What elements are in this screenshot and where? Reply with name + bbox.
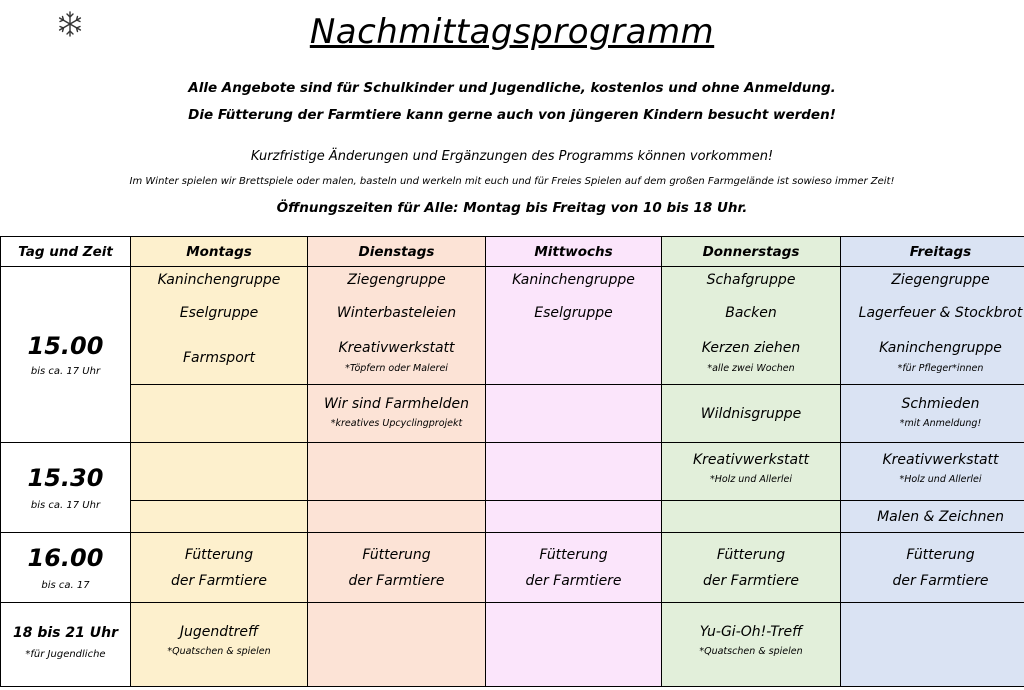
activity: Wildnisgruppe <box>700 405 802 422</box>
activity: Fütterung <box>716 546 786 563</box>
activity: Schmieden <box>901 396 980 412</box>
cell-fre-1600 <box>841 533 1024 603</box>
activity: Kaninchengruppe <box>512 272 635 288</box>
activity: Kreativwerkstatt <box>692 452 810 468</box>
cell-die-1500 <box>308 267 486 385</box>
cell-don-1530 <box>662 443 841 501</box>
activity: Ziegengruppe <box>347 272 446 288</box>
row-1530-a <box>1 443 1024 501</box>
opening-hours: Öffnungszeiten für Alle: Montag bis Freitag von 10 bis 18 Uhr. <box>276 200 748 216</box>
header-row <box>1 237 1024 267</box>
cell-don-1530-b <box>662 501 841 533</box>
activity: Kerzen ziehen <box>701 340 801 356</box>
info-line-4: Im Winter spielen wir Brettspiele oder malen, basteln und werkeln mit euch und für Freies Spielen auf dem großen Farmgelände ist sowieso immer Zeit! <box>129 176 895 187</box>
cell-don-18-21 <box>662 603 841 687</box>
cell-fre-1530 <box>841 443 1024 501</box>
cell-mit-1500 <box>486 267 662 385</box>
time-label: 15.30 <box>27 464 104 492</box>
cell-fre-1500 <box>841 267 1024 385</box>
activity: Ziegengruppe <box>891 272 990 288</box>
activity: Schafgruppe <box>706 272 796 288</box>
activity: der Farmtiere <box>170 572 268 589</box>
cell-mon-1500 <box>131 267 308 385</box>
header-freitags: Freitags <box>841 237 1024 267</box>
activity: Yu-Gi-Oh!-Treff <box>699 624 803 640</box>
cell-fre-18-21 <box>841 603 1024 687</box>
row-18-21 <box>1 603 1024 687</box>
cell-mon-1530-b <box>131 501 308 533</box>
row-1500-b <box>1 385 1024 443</box>
activity: der Farmtiere <box>348 572 445 589</box>
cell-die-1600 <box>308 533 486 603</box>
time-cell-1600 <box>1 533 131 603</box>
activity: Backen <box>725 305 777 321</box>
info-line-3: Kurzfristige Änderungen und Ergänzungen des Programms können vorkommen! <box>250 149 774 164</box>
activity-note: *mit Anmeldung! <box>899 418 982 429</box>
activity-note: *für Pfleger*innen <box>897 363 984 374</box>
header-mittwochs: Mittwochs <box>486 237 662 267</box>
cell-don-1500-b <box>662 385 841 443</box>
time-cell-1500 <box>1 267 131 443</box>
cell-mon-1500-b <box>131 385 308 443</box>
time-sub: bis ca. 17 Uhr <box>30 500 101 511</box>
activity: Kaninchengruppe <box>157 272 281 288</box>
header-donnerstags: Donnerstags <box>662 237 841 267</box>
header-montags: Montags <box>131 237 308 267</box>
activity: Jugendtreff <box>179 624 259 640</box>
activity: Eselgruppe <box>179 305 259 321</box>
time-label: 18 bis 21 Uhr <box>13 625 118 641</box>
cell-mit-1600 <box>486 533 662 603</box>
cell-don-1500 <box>662 267 841 385</box>
cell-mon-1530 <box>131 443 308 501</box>
cell-die-1530-b <box>308 501 486 533</box>
header-day-time: Tag und Zeit <box>1 237 131 267</box>
activity: Kreativwerkstatt <box>882 452 999 468</box>
cell-mit-1500-b <box>486 385 662 443</box>
cell-fre-1530-b <box>841 501 1024 533</box>
cell-die-1530 <box>308 443 486 501</box>
cell-die-18-21 <box>308 603 486 687</box>
cell-mon-1600 <box>131 533 308 603</box>
schedule-table <box>0 236 1024 687</box>
activity: Fütterung <box>906 546 975 563</box>
activity: Kreativwerkstatt <box>338 340 455 356</box>
row-1500-a <box>1 267 1024 385</box>
activity: Fütterung <box>362 546 431 563</box>
activity: Lagerfeuer & Stockbrot <box>858 305 1023 321</box>
activity-note: *Quatschen & spielen <box>699 646 803 657</box>
time-label: 16.00 <box>27 544 104 572</box>
row-1530-b <box>1 501 1024 533</box>
cell-mon-18-21 <box>131 603 308 687</box>
cell-don-1600 <box>662 533 841 603</box>
cell-fre-1500-b <box>841 385 1024 443</box>
activity-note: *Holz und Allerlei <box>709 474 793 485</box>
activity-note: *Töpfern oder Malerei <box>345 363 448 374</box>
activity: Winterbasteleien <box>336 305 457 321</box>
activity: Fütterung <box>539 546 608 563</box>
activity: der Farmtiere <box>892 572 989 589</box>
cell-mit-18-21 <box>486 603 662 687</box>
cell-mit-1530-b <box>486 501 662 533</box>
info-line-2: Die Fütterung der Farmtiere kann gerne auch von jüngeren Kindern besucht werden! <box>188 107 836 123</box>
time-sub: bis ca. 17 Uhr <box>30 366 101 377</box>
cell-die-1500-b <box>308 385 486 443</box>
activity-note: *alle zwei Wochen <box>707 363 795 374</box>
activity: Farmsport <box>182 350 256 366</box>
header-dienstags: Dienstags <box>308 237 486 267</box>
activity: der Farmtiere <box>525 572 622 589</box>
activity: Fütterung <box>184 546 254 563</box>
cell-mit-1530 <box>486 443 662 501</box>
time-cell-1530 <box>1 443 131 533</box>
time-label: 15.00 <box>27 332 104 360</box>
activity-note: *Quatschen & spielen <box>167 646 271 657</box>
activity: der Farmtiere <box>702 572 800 589</box>
activity-note: *Holz und Allerlei <box>899 474 982 485</box>
time-cell-18-21 <box>1 603 131 687</box>
time-sub: *für Jugendliche <box>25 649 106 660</box>
activity-note: *kreatives Upcyclingprojekt <box>330 418 463 429</box>
activity: Kaninchengruppe <box>879 340 1002 356</box>
row-1600 <box>1 533 1024 603</box>
time-sub: bis ca. 17 <box>41 580 90 591</box>
activity: Eselgruppe <box>534 305 613 321</box>
activity: Wir sind Farmhelden <box>323 396 470 412</box>
info-line-1: Alle Angebote sind für Schulkinder und Jugendliche, kostenlos und ohne Anmeldung. <box>188 80 836 96</box>
activity: Malen & Zeichnen <box>877 508 1004 525</box>
page-title: Nachmittagsprogramm <box>309 12 715 52</box>
